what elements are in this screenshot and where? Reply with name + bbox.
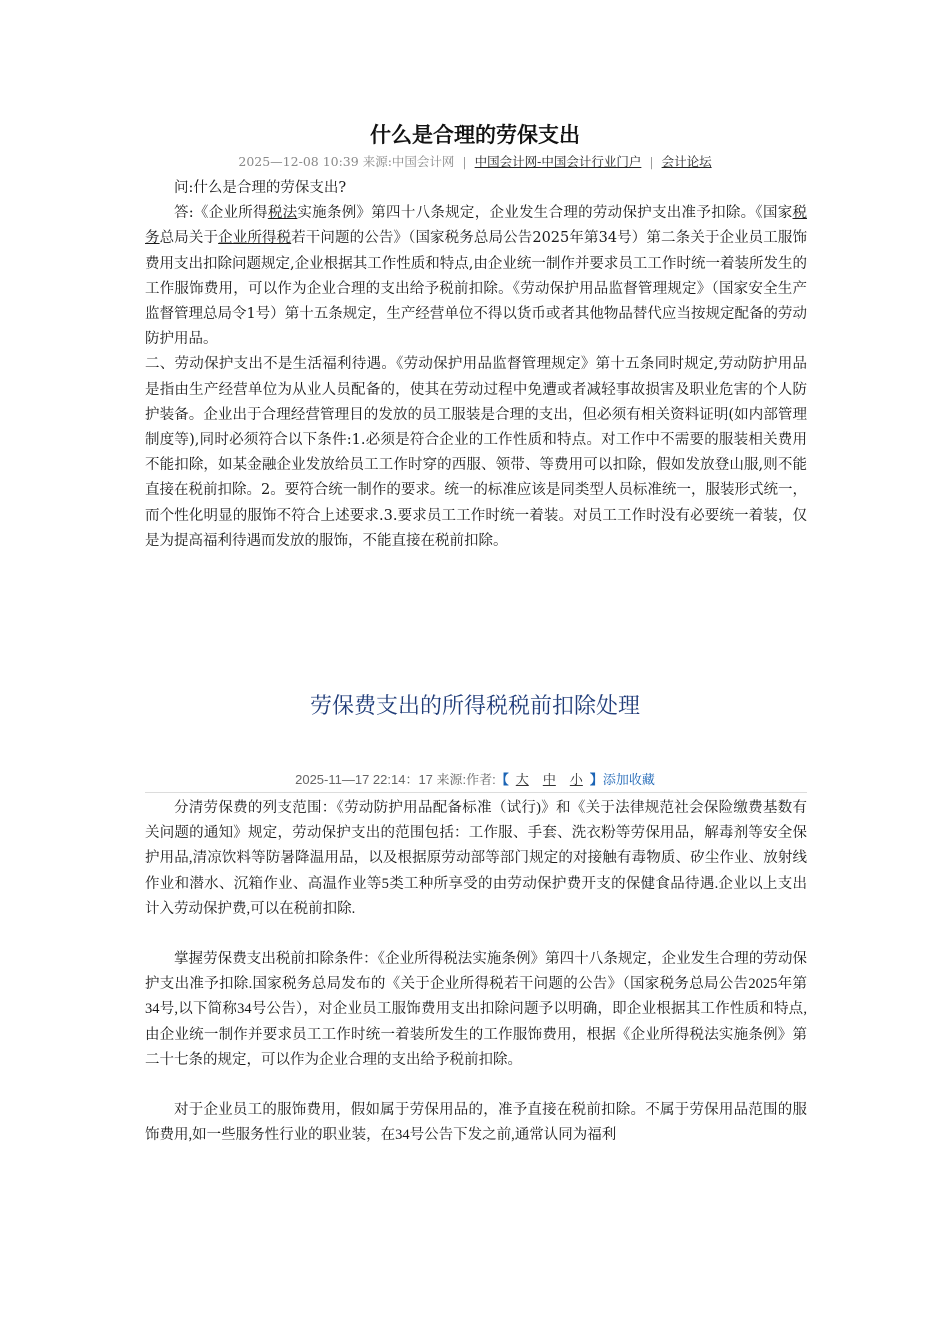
article2-source: 来源:作者: <box>436 772 496 787</box>
answer-paragraph: 答:《企业所得税法实施条例》第四十八条规定，企业发生合理的劳动保护支出准予扣除。《国家税务总局关于企业所得税若干问题的公告》（国家税务总局公告2025年第34号）第二条关于企业员工服饰费用支出扣除问题规定,企业根据其工作性质和特点,由企业统一制作并要求员工工作时统一着装所发生的工作服饰费用，可以作为企业合理的支出给予税前扣除。《劳动保护用品监督管理规定》（国家安全生产监督管理总局令1号）第十五条规定，生产经营单位不得以货币或者其他物品替代应当按规定配备的劳动防护用品。 <box>145 205 808 348</box>
article2-paragraph: 掌握劳保费支出税前扣除条件：《企业所得税法实施条例》第四十八条规定，企业发生合理的劳动保护支出准予扣除.国家税务总局发布的《关于企业所得税若干问题的公告》（国家税务总局公告2025年第34号,以下简称34号公告），对企业员工服饰费用支出扣除问题予以明确，即企业根据其工作性质和特点,由企业统一制作并要求员工工作时统一着装所发生的工作服饰费用，根据《企业所得税法实施条例》第二十七条的规定，可以作为企业合理的支出给予税前扣除。 <box>145 951 807 1068</box>
add-favorite-link[interactable]: 添加收藏 <box>602 772 655 787</box>
article1-date: 2025—12-08 10:39 <box>238 154 359 169</box>
meta-divider <box>145 792 807 793</box>
font-size-large-link[interactable]: 大 <box>515 772 529 787</box>
article2-meta <box>145 770 805 790</box>
article2-paragraph: 对于企业员工的服饰费用，假如属于劳保用品的，准予直接在税前扣除。不属于劳保用品范围的服饰费用,如一些服务性行业的职业装，在34号公告下发之前,通常认同为福利 <box>145 1102 807 1144</box>
meta-separator: | <box>462 154 467 169</box>
keyword-link[interactable]: 企业所得税 <box>218 230 292 247</box>
font-size-small-link[interactable]: 小 <box>569 772 583 787</box>
article2-paragraph: 分清劳保费的列支范围：《劳动防护用品配备标准（试行)》和《关于法律规范社会保险缴费基数有关问题的通知》规定，劳动保护支出的范围包括：工作服、手套、洗衣粉等劳保用品，解毒剂等安全保护用品,清凉饮料等防暑降温用品，以及根据原劳动部等部门规定的对接触有毒物质、矽尘作业、放射线作业和潜水、沉箱作业、高温作业等5类工种所享受的由劳动保护费开支的保健食品待遇.企业以上支出计入劳动保护费,可以在税前扣除. <box>145 800 807 917</box>
meta-separator: | <box>649 154 654 169</box>
point-two-paragraph: 二、劳动保护支出不是生活福利待遇。《劳动保护用品监督管理规定》第十五条同时规定,劳动防护用品是指由生产经营单位为从业人员配备的，使其在劳动过程中免遭或者减轻事故损害及职业危害的个人防护装备。企业出于合理经营管理目的发放的员工服装是合理的支出，但必须有相关资料证明(如内部管理制度等),同时必须符合以下条件:1.必须是符合企业的工作性质和特点。对工作中不需要的服装相关费用不能扣除，如某金融企业发放给员工工作时穿的西服、领带、等费用可以扣除，假如发放登山服,则不能直接在税前扣除。2。要符合统一制作的要求。统一的标准应该是同类型人员标准统一，服装形式统一，而个性化明显的服饰不符合上述要求.3.要求员工工作时统一着装。对员工工作时没有必要统一着装，仅是为提高福利待遇而发放的服饰，不能直接在税前扣除。 <box>145 356 807 549</box>
bracket-close: 】 <box>589 772 603 787</box>
keyword-link[interactable]: 税务 <box>145 205 808 247</box>
article1-meta <box>145 153 805 171</box>
question-paragraph: 问:什么是合理的劳保支出? <box>174 180 347 196</box>
article1-title: 什么是合理的劳保支出 <box>370 123 580 147</box>
article2-title: 劳保费支出的所得税税前扣除处理 <box>309 694 640 719</box>
keyword-link[interactable]: 税法 <box>267 205 298 222</box>
article1-source: 来源:中国会计网 <box>362 154 455 169</box>
forum-link[interactable]: 会计论坛 <box>661 154 712 169</box>
article2-datetime: 2025-11—17 22:14：17 <box>295 772 433 787</box>
font-size-medium-link[interactable]: 中 <box>542 772 556 787</box>
bracket-open: 【 <box>495 772 509 787</box>
article1-body <box>145 176 807 554</box>
site-link[interactable]: 中国会计网-中国会计行业门户 <box>474 154 642 169</box>
article2-body <box>145 796 807 1173</box>
